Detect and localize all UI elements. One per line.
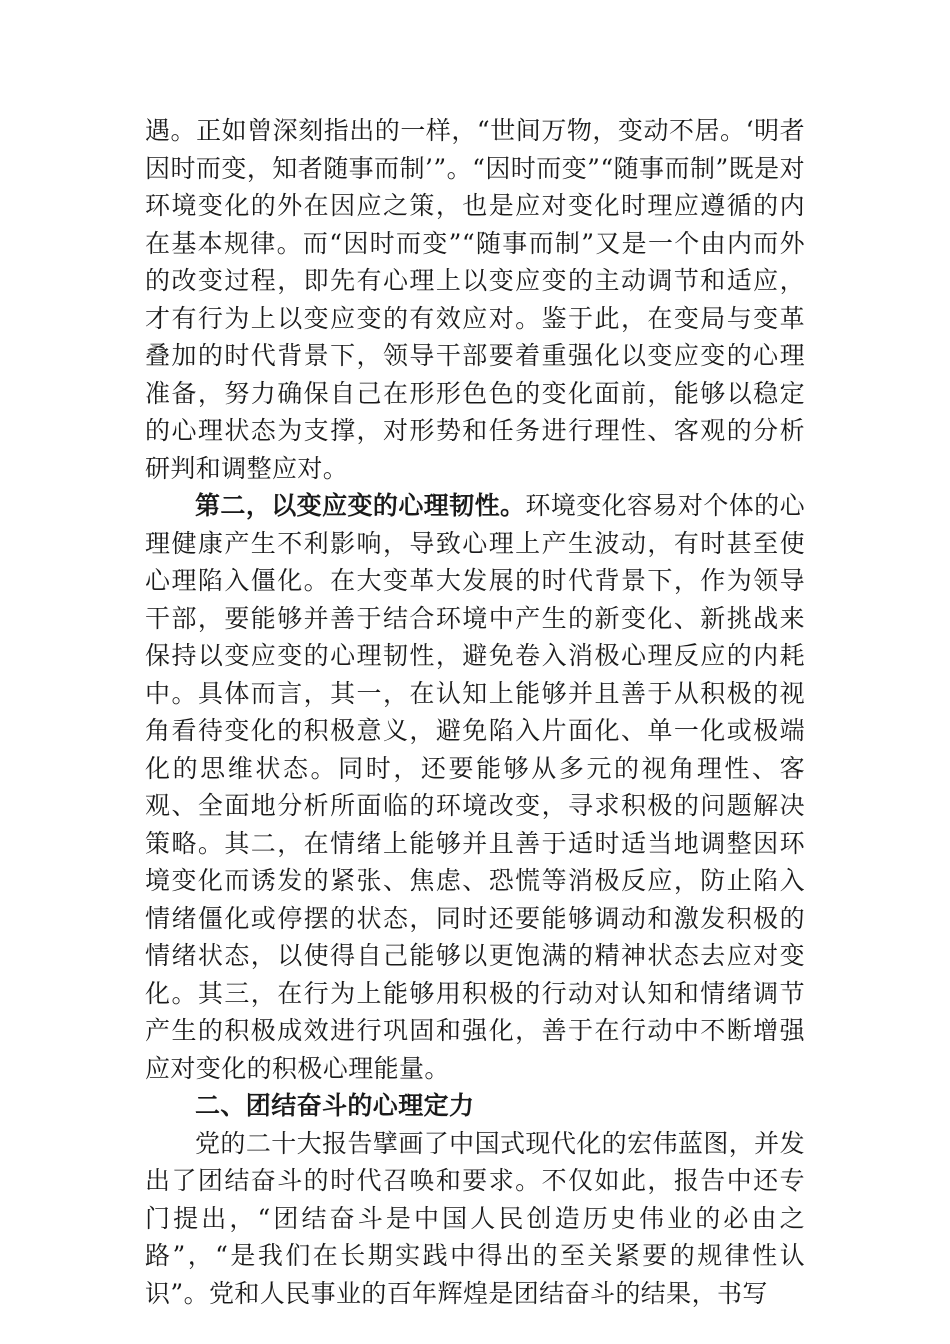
body-paragraph: 党的二十大报告擘画了中国式现代化的宏伟蓝图，并发出了团结奋斗的时代召唤和要求。不仅如此，报告中还专门提出，“团结奋斗是中国人民创造历史伟业的必由之路”，“是我们在长期实践中得出的至关紧要的规律性认识”。党和人民事业的百年辉煌是团结奋斗的结果，书写 [145, 1128, 805, 1308]
body-paragraph: 遇。正如曾深刻指出的一样，“世间万物，变动不居。‘明者因时而变，知者随事而制’”。“因时而变”“随事而制”既是对环境变化的外在因应之策，也是应对变化时理应遵循的内在基本规律。而“因时而变”“随事而制”又是一个由内而外的改变过程，即先有心理上以变应变的主动调节和适应，才有行为上以变应变的有效应对。鉴于此，在变局与变革叠加的时代背景下，领导干部要着重强化以变应变的心理准备，努力确保自己在形形色色的变化面前，能够以稳定的心理状态为支撑，对形势和任务进行理性、客观的分析研判和调整应对。 [145, 116, 805, 483]
body-paragraph [145, 487, 805, 1087]
section-heading: 二、团结奋斗的心理定力 [195, 1091, 475, 1120]
document-page [145, 112, 805, 1312]
paragraph-body-text: 环境变化容易对个体的心理健康产生不利影响，导致心理上产生波动，有时甚至使心理陷入僵化。在大变革大发展的时代背景下，作为领导干部，要能够并善于结合环境中产生的新变化、新挑战来保持以变应变的心理韧性，避免卷入消极心理反应的内耗中。具体而言，其一，在认知上能够并且善于从积极的视角看待变化的积极意义，避免陷入片面化、单一化或极端化的思维状态。同时，还要能够从多元的视角理性、客观、全面地分析所面临的环境改变，寻求积极的问题解决策略。其二，在情绪上能够并且善于适时适当地调整因环境变化而诱发的紧张、焦虑、恐慌等消极反应，防止陷入情绪僵化或停摆的状态，同时还要能够调动和激发积极的情绪状态，以使得自己能够以更饱满的精神状态去应对变化。其三，在行为上能够用积极的行动对认知和情绪调节产生的积极成效进行巩固和强化，善于在行动中不断增强应对变化的积极心理能量。 [145, 491, 805, 1083]
paragraph-lead-text: 第二，以变应变的心理韧性。 [195, 491, 526, 520]
